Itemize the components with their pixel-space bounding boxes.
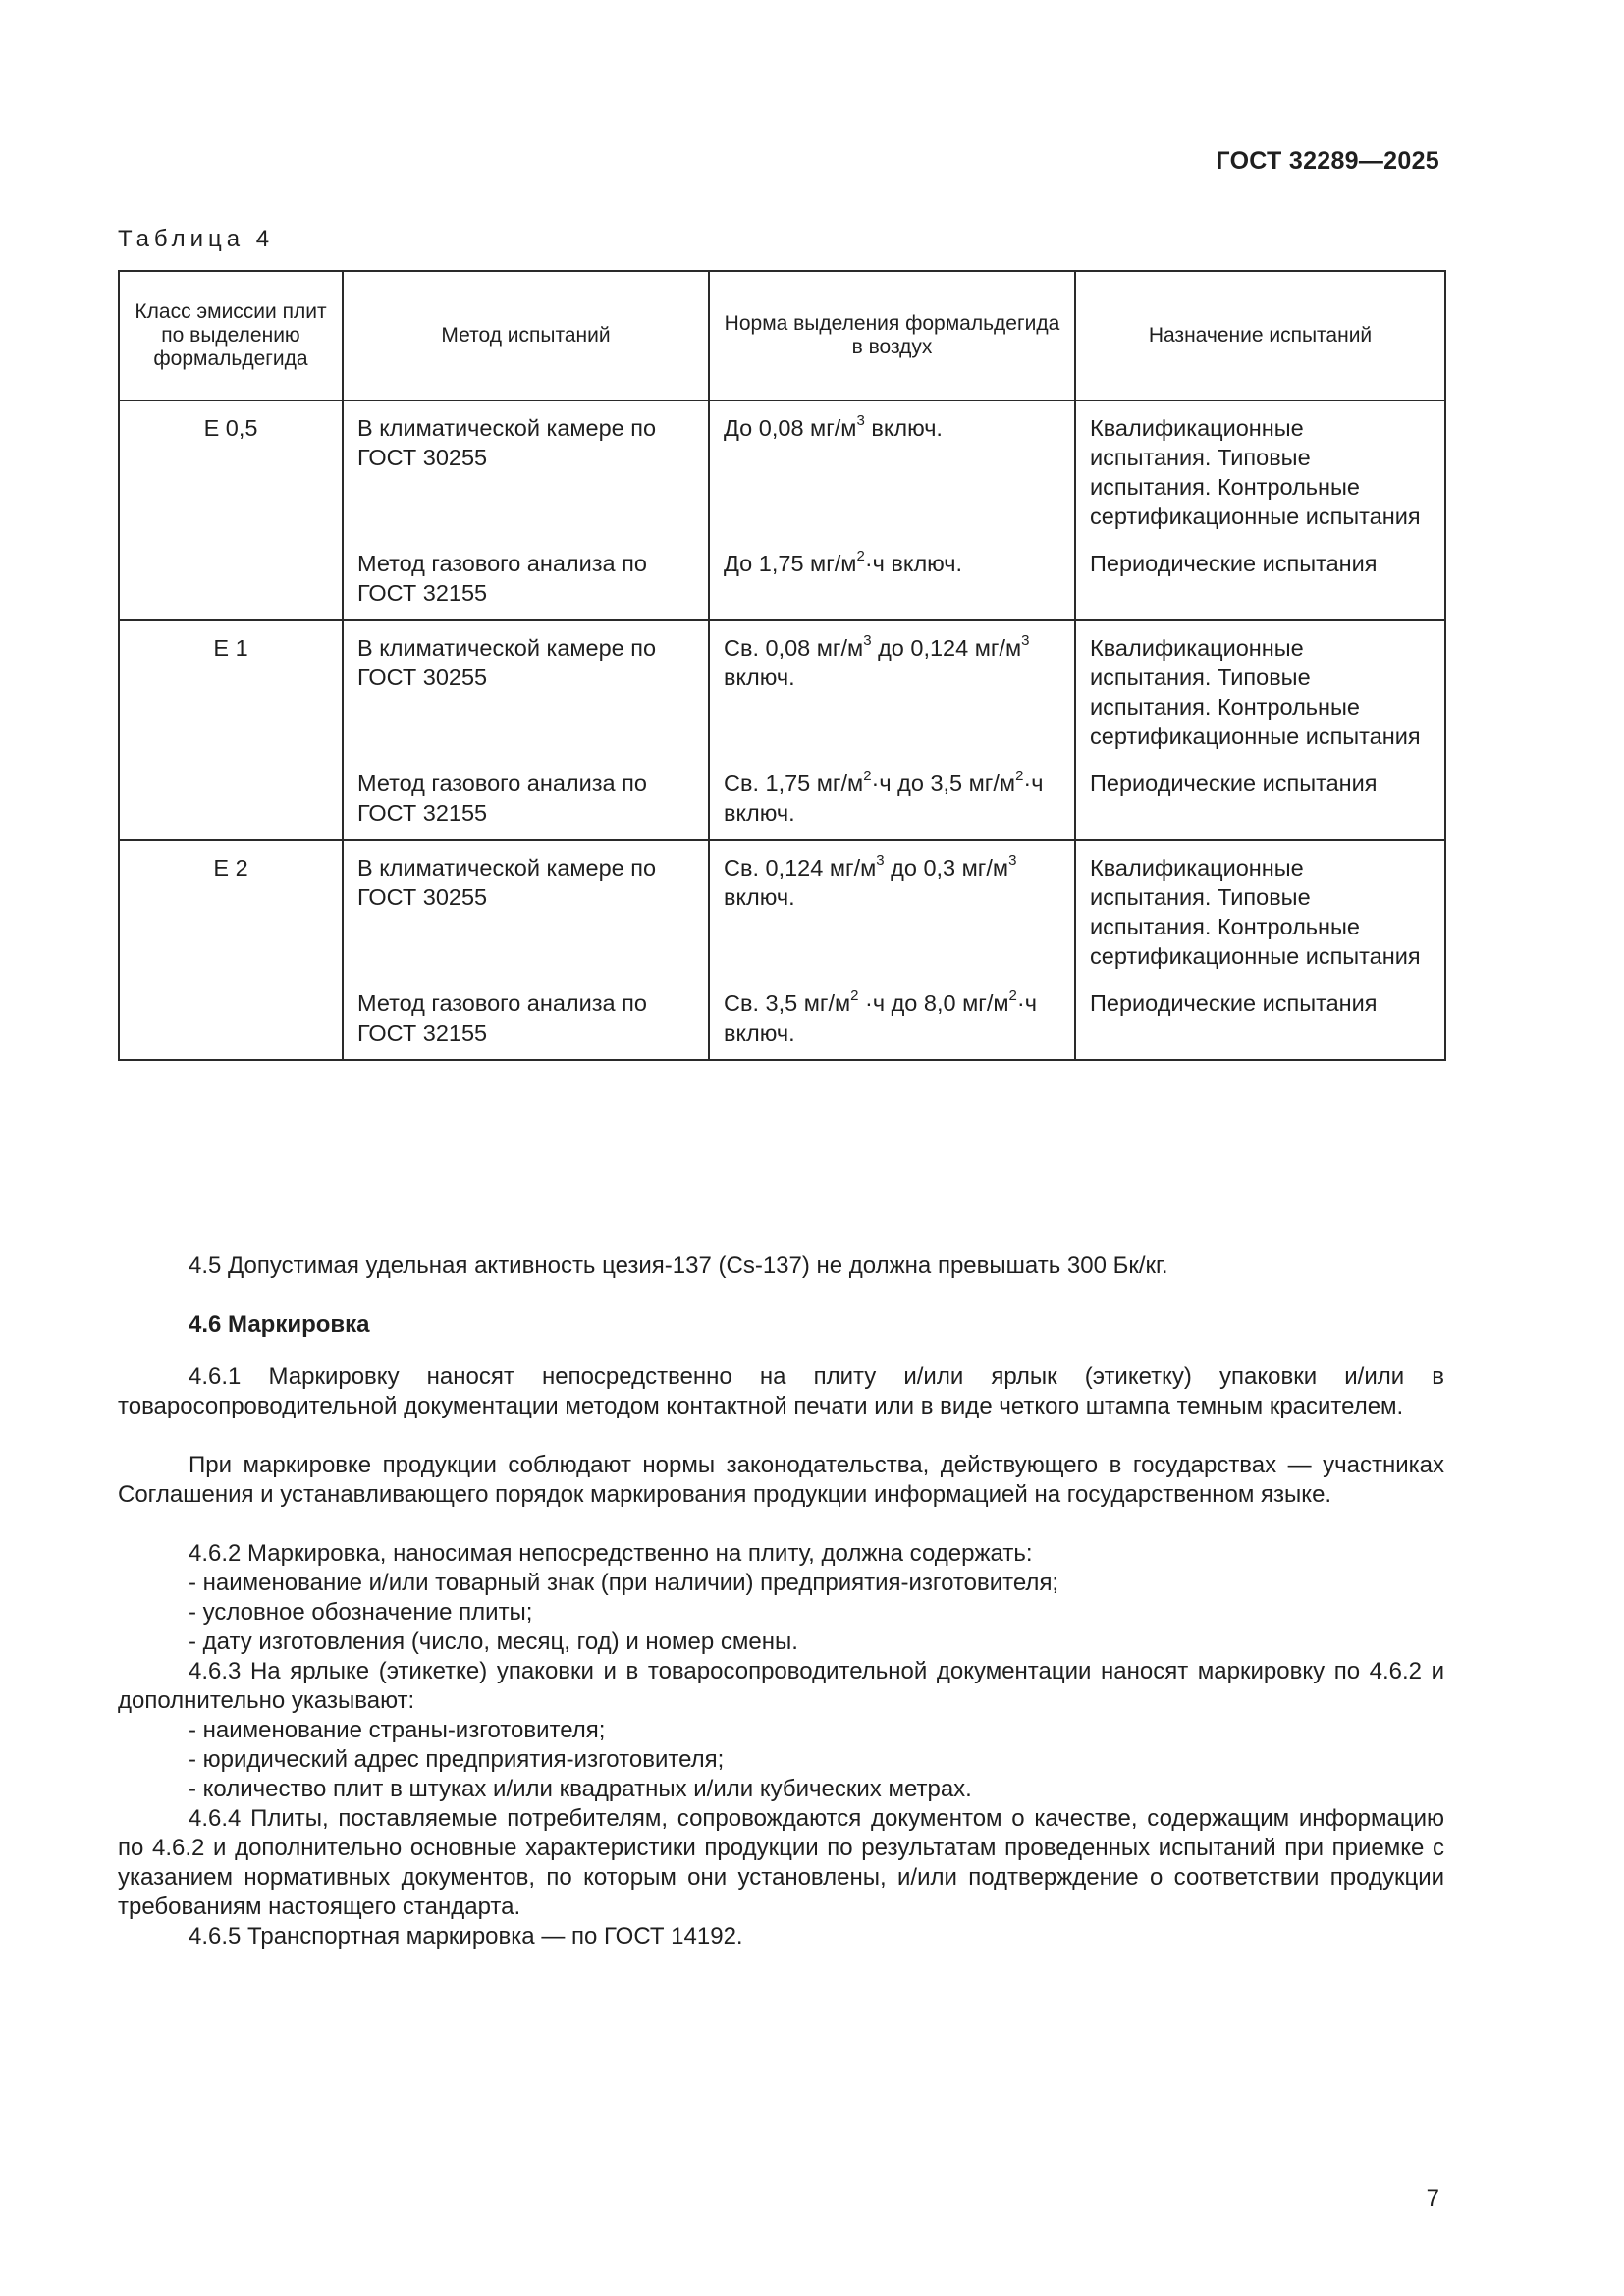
method-cell: В климатической камере по ГОСТ 30255 [343, 400, 709, 539]
method-cell: В климатической камере по ГОСТ 30255 [343, 620, 709, 759]
emission-class-table [118, 270, 1446, 1061]
paragraph-4-6-4: 4.6.4 Плиты, поставляемые потребителям, сопровождаются документом о качестве, содержащим информацию по 4.6.2 и дополнительно основные характеристики продукции по результатам проведенных испытаний при приемке с указанием нормативных документов, по которым они установлены, и/или подтверждение о соответствии продукции требованиям настоящего стандарта. [118, 1805, 1444, 1920]
table-row [119, 400, 1445, 539]
purpose-cell: Периодические испытания [1075, 979, 1445, 1060]
purpose-cell: Квалификационные испытания. Типовые испытания. Контрольные сертификационные испытания [1075, 840, 1445, 979]
list-item: - наименование страны-изготовителя; [189, 1717, 606, 1743]
list-item: - юридический адрес предприятия-изготовителя; [189, 1746, 725, 1773]
norm-cell: Св. 0,08 $мг/м^3$ до 0,124 $мг/м^3$ включ. [709, 620, 1075, 759]
class-cell: Е 0,5 [119, 400, 343, 620]
list-item: - условное обозначение плиты; [189, 1599, 533, 1626]
page-number: 7 [1426, 2185, 1439, 2212]
column-header-purpose: Назначение испытаний [1075, 271, 1445, 400]
paragraph-4-6-5: 4.6.5 Транспортная маркировка — по ГОСТ 14192. [189, 1923, 743, 1949]
method-cell: Метод газового анализа по ГОСТ 32155 [343, 979, 709, 1060]
table-row [119, 620, 1445, 759]
list-item: - количество плит в штуках и/или квадратных и/или кубических метрах. [189, 1776, 972, 1802]
method-cell: Метод газового анализа по ГОСТ 32155 [343, 759, 709, 840]
norm-cell: Св. 0,124 $мг/м^3$ до 0,3 $мг/м^3$ включ. [709, 840, 1075, 979]
paragraph-4-6-1: 4.6.1 Маркировку наносят непосредственно на плиту и/или ярлык (этикетку) упаковки и/или в товаросопроводительной документации методом контактной печати или в виде четкого штампа темным красителем. [118, 1363, 1444, 1419]
purpose-cell: Квалификационные испытания. Типовые испытания. Контрольные сертификационные испытания [1075, 400, 1445, 539]
purpose-cell: Периодические испытания [1075, 759, 1445, 840]
list-item: - дату изготовления (число, месяц, год) и номер смены. [189, 1629, 798, 1655]
paragraph-legislation: При маркировке продукции соблюдают нормы законодательства, действующего в государствах — участниках Соглашения и устанавливающего порядок маркирования продукции информацией на государственном языке. [118, 1452, 1444, 1508]
paragraph-4-6-3: 4.6.3 На ярлыке (этикетке) упаковки и в товаросопроводительной документации наносят маркировку по 4.6.2 и дополнительно указывают: [118, 1658, 1444, 1714]
paragraph-4-5: 4.5 Допустимая удельная активность цезия-137 (Cs-137) не должна превышать 300 Бк/кг. [189, 1253, 1168, 1279]
column-header-class: Класс эмиссии плит по выделению формальдегида [119, 271, 343, 400]
norm-cell: До 1,75 $мг/м^2\cdot ч$ включ. [709, 539, 1075, 620]
column-header-method: Метод испытаний [343, 271, 709, 400]
table-row [119, 840, 1445, 979]
document-number: ГОСТ 32289—2025 [1216, 147, 1439, 175]
column-header-norm: Норма выделения формальдегида в воздух [709, 271, 1075, 400]
class-cell: Е 1 [119, 620, 343, 840]
norm-cell: До 0,08 $мг/м^3$ включ. [709, 400, 1075, 539]
table-header-row [119, 271, 1445, 400]
class-cell: Е 2 [119, 840, 343, 1060]
list-item: - наименование и/или товарный знак (при наличии) предприятия-изготовителя; [189, 1570, 1059, 1596]
purpose-cell: Квалификационные испытания. Типовые испытания. Контрольные сертификационные испытания [1075, 620, 1445, 759]
paragraph-4-6-2: 4.6.2 Маркировка, наносимая непосредственно на плиту, должна содержать: [189, 1540, 1033, 1567]
method-cell: В климатической камере по ГОСТ 30255 [343, 840, 709, 979]
purpose-cell: Периодические испытания [1075, 539, 1445, 620]
norm-cell: Св. 1,75 $мг/м^2\cdot ч$ до 3,5 $мг/м^2\cdot ч$ включ. [709, 759, 1075, 840]
method-cell: Метод газового анализа по ГОСТ 32155 [343, 539, 709, 620]
table-caption: Таблица 4 [118, 226, 275, 252]
section-heading-4-6: 4.6 Маркировка [189, 1311, 370, 1338]
norm-cell: Св. 3,5 $мг/м^2 \cdot ч$ до 8,0 $мг/м^2\cdot ч$ включ. [709, 979, 1075, 1060]
